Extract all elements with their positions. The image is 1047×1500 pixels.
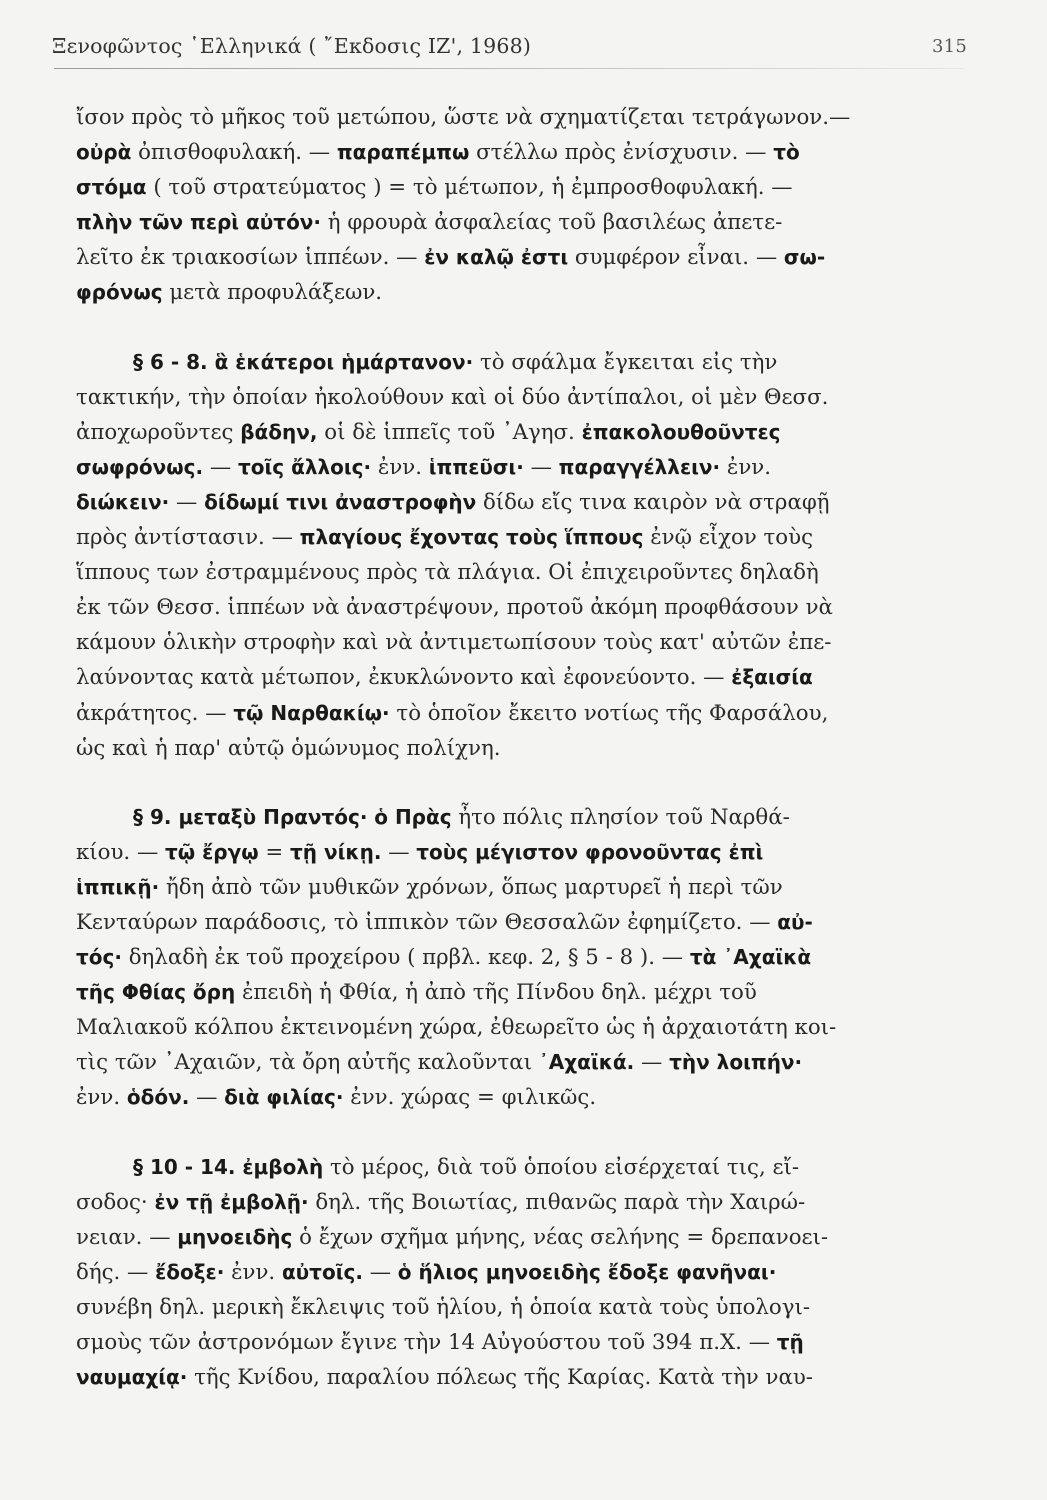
text-line xyxy=(76,870,906,905)
text-line xyxy=(76,625,906,660)
text-line xyxy=(76,1325,906,1360)
gloss-text: — xyxy=(203,454,238,480)
gloss-text: ὡς καὶ ἡ παρ' αὐτῷ ὁμώνυμος πολίχνη. xyxy=(76,735,501,761)
gloss-text: πρὸς ἀντίστασιν. — xyxy=(76,525,300,551)
gloss-text: — xyxy=(634,1050,670,1076)
text-line xyxy=(76,240,906,275)
text-line xyxy=(76,835,906,870)
gloss-text: — xyxy=(189,1085,225,1111)
lemma: μηνοειδὴς xyxy=(177,1224,293,1249)
book-title: Ξενοφῶντος ῾Ελληνικά ( ῎Εκδοσις ΙΖ', 1968) xyxy=(52,34,532,58)
lemma: ἐν τῇ ἐμβολῇ· xyxy=(154,1189,309,1214)
lemma: § 9. μεταξὺ Πραντός· xyxy=(133,804,368,829)
gloss-text: — xyxy=(523,454,559,480)
text-line xyxy=(76,380,906,415)
text-line xyxy=(76,275,906,310)
header-rule xyxy=(54,68,964,69)
text-line xyxy=(76,696,906,731)
gloss-text: τὸ μέρος, διὰ τοῦ ὁποίου εἰσέρχεταί τις, εἴ- xyxy=(323,1154,800,1180)
gloss-text: ἀκράτητος. — xyxy=(76,700,234,726)
running-head xyxy=(52,34,967,58)
gloss-text: ἡ φρουρὰ ἀσφαλείας τοῦ βασιλέως ἀπετε- xyxy=(321,210,783,236)
lemma: ἔδοξε· xyxy=(155,1259,225,1284)
lemma: ἐν καλῷ ἐστι xyxy=(424,245,569,270)
gloss-text: τακτικήν, τὴν ὁποίαν ἠκολούθουν καὶ οἱ δύο ἀντίπαλοι, οἱ μὲν Θεσσ. xyxy=(76,384,829,410)
lemma: τὸ xyxy=(773,140,800,165)
text-line xyxy=(76,660,906,695)
gloss-text: ἴσον πρὸς τὸ μῆκος τοῦ μετώπου, ὥστε νὰ σχηματίζεται τετράγωνον.— xyxy=(76,105,851,130)
text-line xyxy=(76,590,906,625)
text-line xyxy=(76,1010,906,1045)
text-line xyxy=(76,345,906,380)
text-line xyxy=(76,1220,906,1255)
commentary-text xyxy=(76,100,906,1395)
text-line xyxy=(76,135,906,170)
text-line xyxy=(76,1185,906,1220)
lemma: ᾿Αχαϊκά. xyxy=(538,1050,635,1075)
text-line xyxy=(76,100,906,135)
text-line xyxy=(76,520,906,555)
gloss-text: μετὰ προφυλάξεων. xyxy=(162,280,383,306)
lemma: παραπέμπω xyxy=(336,140,470,165)
lemma: αὐτοῖς. xyxy=(281,1259,363,1284)
lemma: ἐξαισία xyxy=(731,665,813,690)
gloss-text: ἐνν. xyxy=(371,454,429,480)
lemma: φρόνως xyxy=(76,280,163,305)
paragraph xyxy=(76,100,906,311)
gloss-text: ἀποχωροῦντες xyxy=(76,419,241,445)
lemma: οὐρὰ xyxy=(76,140,132,165)
gloss-text: — xyxy=(169,489,205,515)
gloss-text: ἐνν. xyxy=(224,1259,282,1285)
lemma: ὁ Πρὰς xyxy=(374,804,452,829)
lemma: τὴν λοιπήν· xyxy=(669,1050,803,1075)
gloss-text: σοδος· xyxy=(76,1189,155,1215)
paragraph xyxy=(76,800,906,1116)
gloss-text: δής. — xyxy=(76,1259,156,1285)
text-line xyxy=(76,1360,906,1395)
gloss-text: ὁ ἔχων σχῆμα μήνης, νέας σελήνης = δρεπανοει- xyxy=(292,1224,829,1250)
text-line xyxy=(76,731,906,766)
gloss-text: ἐνν. χώρας = φιλικῶς. xyxy=(343,1085,597,1111)
gloss-text: ἐνν. xyxy=(720,454,771,480)
lemma: διὰ φιλίας· xyxy=(224,1085,344,1110)
paragraph xyxy=(76,1150,906,1396)
text-line xyxy=(76,170,906,205)
gloss-text: σμοὺς τῶν ἀστρονόμων ἔγινε τὴν 14 Αὐγούστου τοῦ 394 π.Χ. — xyxy=(76,1330,777,1355)
gloss-text: ( τοῦ στρατεύματος ) = τὸ μέτωπον, ἡ ἐμπροσθοφυλακή. — xyxy=(146,175,793,201)
gloss-text: Μαλιακοῦ κόλπου ἐκτεινομένη χώρα, ἐθεωρεῖτο ὡς ἡ ἀρχαιοτάτη κοι- xyxy=(76,1015,837,1041)
lemma: τοῖς ἄλλοις· xyxy=(237,454,372,479)
gloss-text: Κενταύρων παράδοσις, τὸ ἱππικὸν τῶν Θεσσαλῶν ἐφημίζετο. — xyxy=(76,909,778,935)
lemma: τῆς Φθίας ὄρη xyxy=(76,980,236,1005)
gloss-text: δίδω εἴς τινα καιρὸν νὰ στραφῇ xyxy=(476,489,830,515)
lemma: ὁδόν. xyxy=(126,1085,190,1110)
lemma: ἱππεῦσι· xyxy=(428,454,524,479)
lemma: τὰ ᾿Αχαϊκὰ xyxy=(689,945,812,970)
lemma: ὁ ἥλιος μηνοειδὴς ἔδοξε φανῆναι· xyxy=(397,1259,777,1284)
text-line xyxy=(76,450,906,485)
lemma: ἐπακολουθοῦντες xyxy=(581,419,781,444)
lemma: § 10 - 14. ἐμβολὴ xyxy=(133,1154,324,1179)
text-line xyxy=(76,555,906,590)
lemma: διώκειν· xyxy=(76,489,170,514)
lemma: βάδην, xyxy=(240,419,318,444)
gloss-text: κάμουν ὁλικὴν στροφὴν καὶ νὰ ἀντιμετωπίσουν τοὺς κατ' αὐτῶν ἐπε- xyxy=(76,630,832,656)
gloss-text: τὶς τῶν ᾿Αχαιῶν, τὰ ὄρη αὐτῆς καλοῦνται xyxy=(76,1050,539,1076)
gloss-text: ἐπειδὴ ἡ Φθία, ἡ ἀπὸ τῆς Πίνδου δηλ. μέχρι τοῦ xyxy=(235,980,757,1006)
gloss-text: στέλλω πρὸς ἐνίσχυσιν. — xyxy=(469,140,774,166)
gloss-text: δηλ. τῆς Βοιωτίας, πιθανῶς παρὰ τὴν Χαιρώ- xyxy=(308,1189,806,1215)
gloss-text: ἦτο πόλις πλησίον τοῦ Ναρθά- xyxy=(451,804,790,830)
lemma: τός· xyxy=(76,945,122,970)
text-line xyxy=(76,415,906,450)
text-line xyxy=(76,905,906,940)
gloss-text: τῆς Κνίδου, παραλίου πόλεως τῆς Καρίας. Κατὰ τὴν ναυ- xyxy=(187,1365,813,1391)
text-line xyxy=(76,1045,906,1080)
page-number: 315 xyxy=(932,36,967,57)
text-line xyxy=(76,1150,906,1185)
text-line xyxy=(76,205,906,240)
gloss-text: συμφέρον εἶναι. — xyxy=(568,245,784,271)
gloss-text: — xyxy=(381,839,417,865)
text-line xyxy=(76,940,906,975)
text-line xyxy=(76,800,906,835)
gloss-text: = xyxy=(258,839,291,865)
gloss-text: ἵππους των ἐστραμμένους πρὸς τὰ πλάγια. Οἱ ἐπιχειροῦντες δηλαδὴ xyxy=(76,560,819,586)
gloss-text: οἱ δὲ ἱππεῖς τοῦ ᾿Αγησ. xyxy=(317,419,582,445)
text-line xyxy=(76,1080,906,1115)
text-line xyxy=(76,485,906,520)
gloss-text: ἐνῷ εἶχον τοὺς xyxy=(643,525,814,551)
lemma: πλὴν τῶν περὶ αὐτόν· xyxy=(76,210,322,235)
lemma: πλαγίους ἔχοντας τοὺς ἵππους xyxy=(299,525,644,550)
gloss-text: συνέβη δηλ. μερικὴ ἔκλειψις τοῦ ἡλίου, ἡ ὁποία κατὰ τοὺς ὑπολογι- xyxy=(76,1294,811,1320)
lemma: § 6 - 8. ἃ ἑκάτεροι ἡμάρτανον· xyxy=(133,349,474,374)
paragraph xyxy=(76,345,906,766)
lemma: τῇ νίκῃ. xyxy=(290,839,382,864)
lemma: τῷ Ναρθακίῳ· xyxy=(233,700,390,725)
gloss-text: τὸ σφάλμα ἔγκειται εἰς τὴν xyxy=(473,349,778,375)
gloss-text: νειαν. — xyxy=(76,1224,178,1250)
lemma: τοὺς μέγιστον φρονοῦντας ἐπὶ xyxy=(416,839,764,864)
lemma: αὐ- xyxy=(777,909,813,934)
lemma: σωφρόνως. xyxy=(76,454,204,479)
gloss-text: λεῖτο ἐκ τριακοσίων ἱππέων. — xyxy=(76,245,425,271)
lemma: σω- xyxy=(783,245,826,270)
text-line xyxy=(76,1255,906,1290)
lemma: ἱππικῇ· xyxy=(76,874,160,899)
text-line xyxy=(76,975,906,1010)
gloss-text: ὀπισθοφυλακή. — xyxy=(131,140,337,166)
gloss-text: τὸ ὁποῖον ἔκειτο νοτίως τῆς Φαρσάλου, xyxy=(389,700,829,726)
gloss-text: κίου. — xyxy=(76,839,166,865)
gloss-text: δηλαδὴ ἐκ τοῦ προχείρου ( πρβλ. κεφ. 2, § 5 - 8 ). — xyxy=(121,945,690,971)
gloss-text: ἤδη ἀπὸ τῶν μυθικῶν χρόνων, ὅπως μαρτυρεῖ ἡ περὶ τῶν xyxy=(159,874,783,900)
lemma: δίδωμί τινι ἀναστροφὴν xyxy=(204,489,477,514)
lemma: τῇ xyxy=(776,1330,804,1354)
gloss-text: — xyxy=(362,1259,398,1285)
gloss-text: λαύνοντας κατὰ μέτωπον, ἐκυκλώνοντο καὶ ἐφονεύοντο. — xyxy=(76,665,732,691)
lemma: ναυμαχίᾳ· xyxy=(76,1365,188,1390)
lemma: στόμα xyxy=(76,175,147,200)
gloss-text: ἐκ τῶν Θεσσ. ἱππέων νὰ ἀναστρέψουν, προτοῦ ἀκόμη προφθάσουν νὰ xyxy=(76,595,833,621)
lemma: παραγγέλλειν· xyxy=(558,454,721,479)
lemma: τῷ ἔργῳ xyxy=(165,839,259,864)
text-line xyxy=(76,1290,906,1325)
gloss-text: ἐνν. xyxy=(76,1085,127,1111)
